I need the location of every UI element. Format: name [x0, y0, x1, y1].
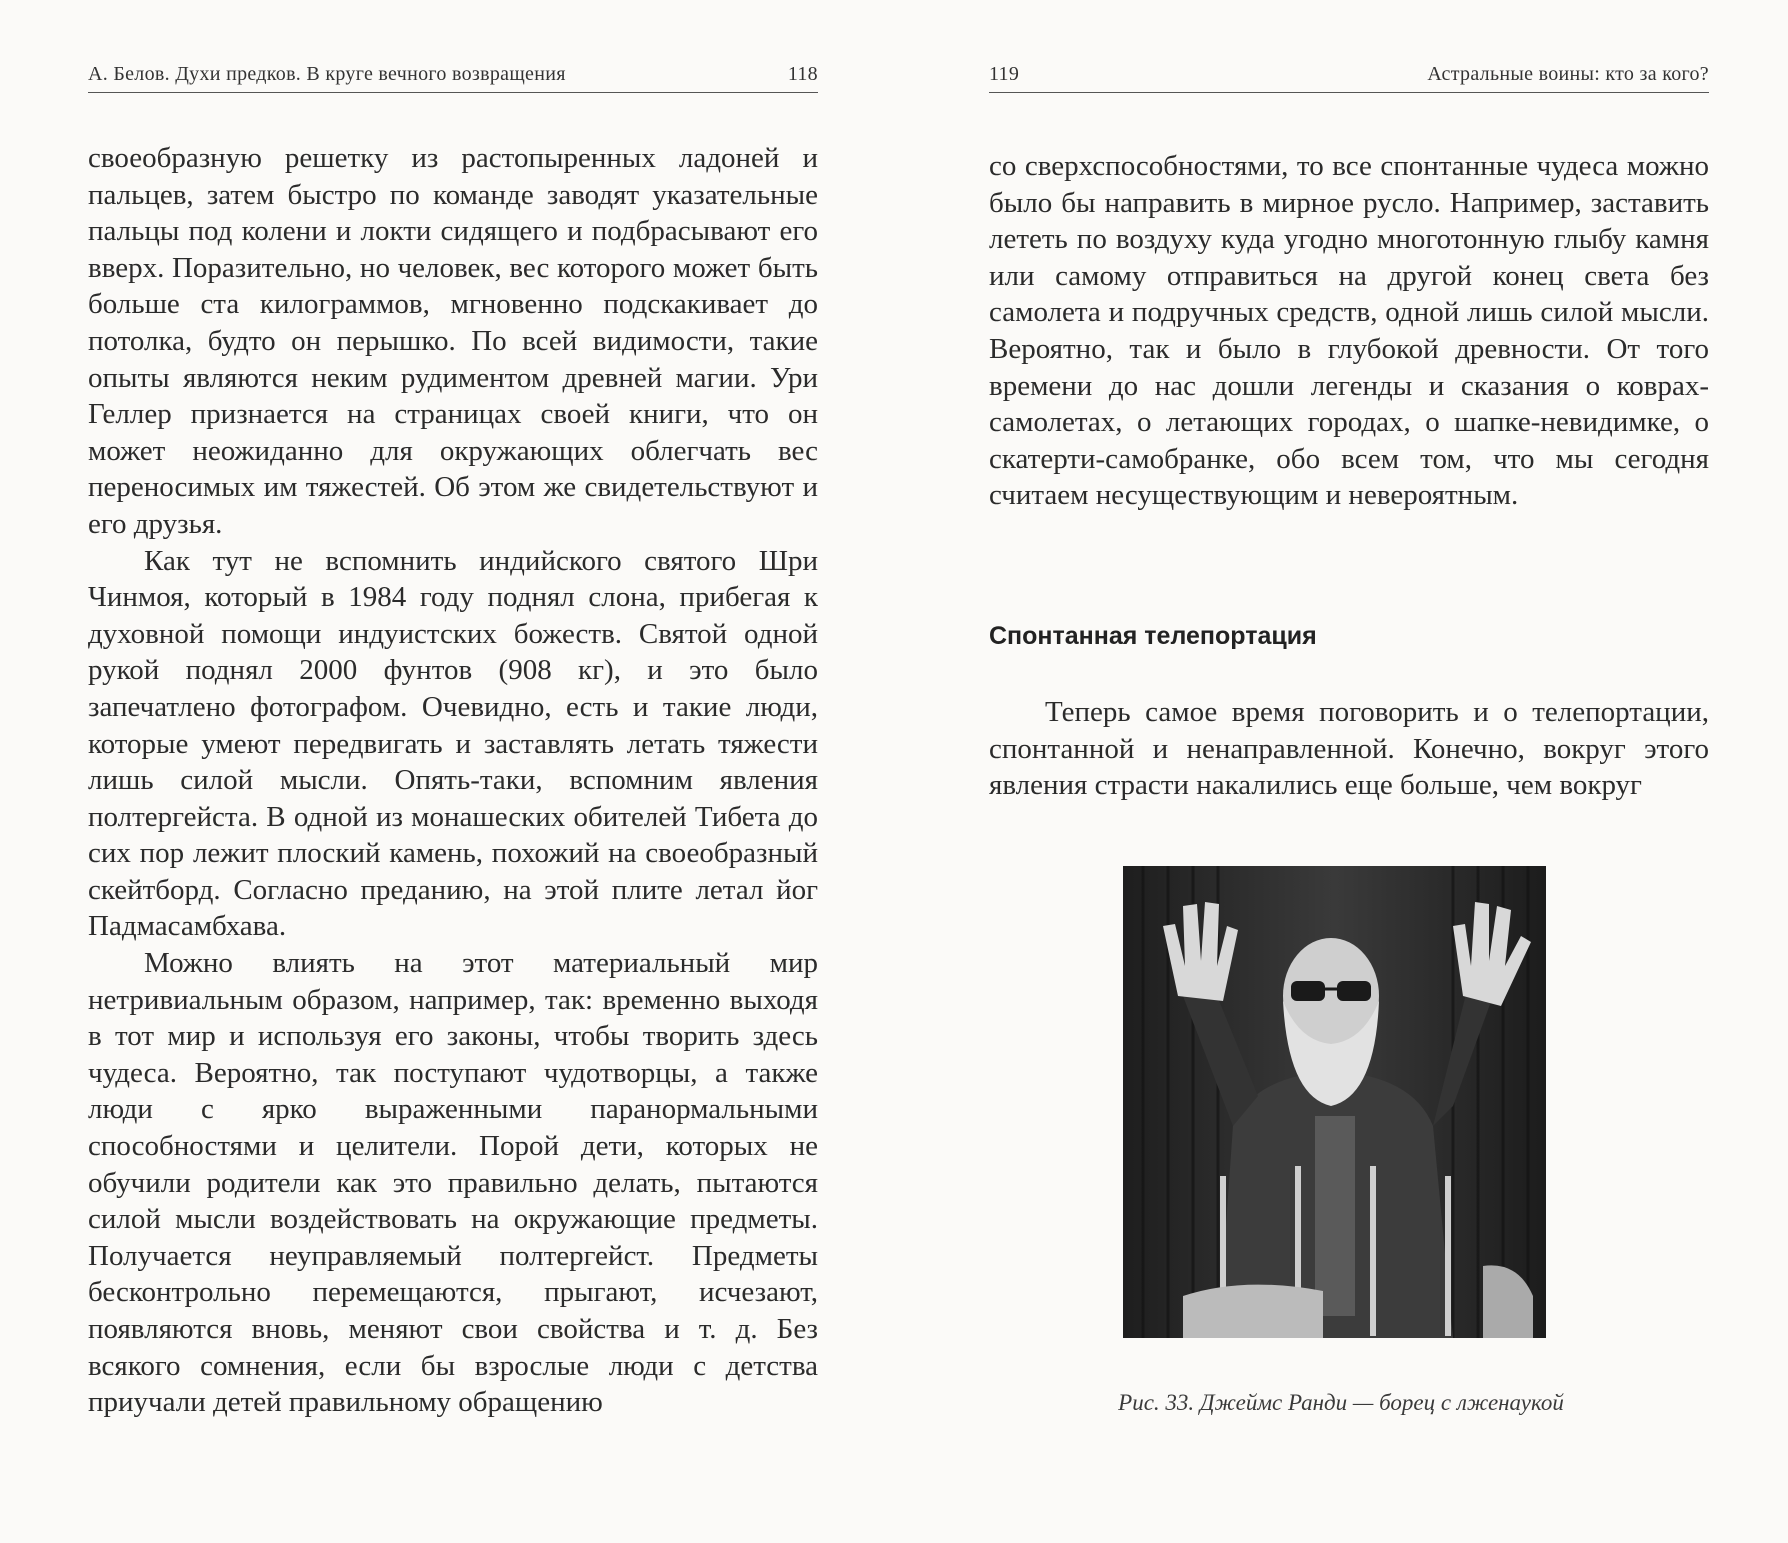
figure-photo	[1123, 866, 1546, 1338]
right-paragraph-2: Теперь самое время поговорить и о телепортации, спонтанной и ненаправленной. Конечно, вокруг этого явления страсти накалились еще больше, чем вокруг	[989, 696, 1709, 802]
left-page-body	[88, 140, 818, 1421]
photo-illustration	[1123, 866, 1546, 1338]
right-paragraph-1: со сверхспособностями, то все спонтанные чудеса можно было бы направить в мирное русло. Например, заставить лететь по воздуху куда угодно многотонную глыбу камня или самому отправиться на другой конец света без самолета и подручных средств, одной лишь силой мысли. Вероятно, так и было в глубокой древности. От того времени до нас дошли легенды и сказания о коврах-самолетах, о летающих городах, о шапке-невидимке, о скатерти-самобранке, обо всем том, что мы сегодня считаем несуществующим и невероятным.	[989, 150, 1709, 512]
section-heading: Спонтанная телепортация	[989, 622, 1317, 650]
left-paragraph-3: Можно влиять на этот материальный мир нетривиальным образом, например, так: временно выходя в тот мир и используя его законы, чтобы творить здесь чудеса. Вероятно, так поступают чудотворцы, а также люди с ярко выраженными паранормальными способностями и целители. Порой дети, которых не обучили родители как это правильно делать, пытаются силой мысли воздействовать на окружающие предметы. Получается неуправляемый полтергейст. Предметы бесконтрольно перемещаются, прыгают, исчезают, появляются вновь, меняют свои свойства и т. д. Без всякого сомнения, если бы взрослые люди с детства приучали детей правильному обращению	[88, 947, 818, 1419]
right-header-title: Астральные воины: кто за кого?	[1427, 63, 1709, 85]
left-page-header	[88, 56, 818, 93]
left-header-title: А. Белов. Духи предков. В круге вечного возвращения	[88, 63, 566, 85]
right-page	[894, 0, 1788, 1543]
left-page-number: 118	[787, 63, 818, 85]
left-paragraph-1: своеобразную решетку из растопыренных ладоней и пальцев, затем быстро по команде заводят указательные пальцы под колени и локти сидящего и подбрасывают его вверх. Поразительно, но человек, вес которого может быть больше ста килограммов, мгновенно подскакивает до потолка, будто он перышко. По всей видимости, такие опыты являются неким рудиментом древней магии. Ури Геллер признается на страницах своей книги, что он может неожиданно для окружающих облегчать вес переносимых им тяжестей. Об этом же свидетельствуют и его друзья.	[88, 142, 818, 540]
right-page-number: 119	[989, 63, 1020, 85]
right-page-body-top	[989, 148, 1709, 514]
figure-caption: Рис. 33. Джеймс Ранди — борец с лженаукой	[1118, 1390, 1564, 1415]
right-page-header	[989, 56, 1709, 93]
left-paragraph-2: Как тут не вспомнить индийского святого Шри Чинмоя, который в 1984 году поднял слона, прибегая к духовной помощи индуистских божеств. Святой одной рукой поднял 2000 фунтов (908 кг), и это было запечатлено фотографом. Очевидно, есть и такие люди, которые умеют передвигать и заставлять летать тяжести лишь силой мысли. Опять-таки, вспомним явления полтергейста. В одной из монашеских обителей Тибета до сих пор лежит плоский камень, похожий на своеобразный скейтборд. Согласно преданию, на этой плите летал йог Падмасамбхава.	[88, 544, 818, 943]
right-page-body-bottom	[989, 694, 1709, 804]
